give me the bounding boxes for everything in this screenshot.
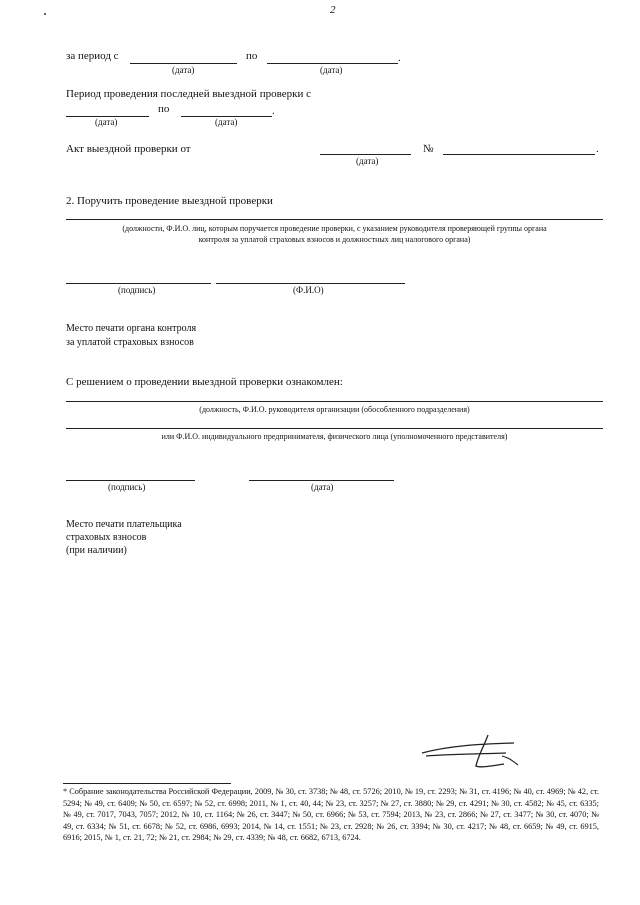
acquainted-date-caption: (дата) bbox=[311, 482, 334, 492]
section2-title: 2. Поручить проведение выездной проверки bbox=[66, 195, 273, 207]
act-date-caption: (дата) bbox=[356, 156, 379, 166]
acquainted-signature-line bbox=[66, 480, 195, 481]
act-end-dot: . bbox=[596, 143, 599, 155]
footnote-separator bbox=[63, 783, 231, 784]
acquainted-caption-line2: или Ф.И.О. индивидуального предпринимателя, физического лица (уполномоченного представителя) bbox=[161, 432, 508, 441]
handwritten-signature bbox=[418, 732, 530, 774]
period-start-line bbox=[130, 63, 237, 64]
section2-stamp-line2: за уплатой страховых взносов bbox=[66, 337, 194, 348]
section2-stamp-line1: Место печати органа контроля bbox=[66, 323, 197, 334]
page-number: 2 bbox=[330, 4, 336, 16]
period-by-label: по bbox=[246, 50, 258, 62]
act-number-sign: № bbox=[423, 143, 434, 155]
act-number-line bbox=[443, 154, 595, 155]
acquainted-date-line bbox=[249, 480, 394, 481]
acquainted-line-2 bbox=[66, 428, 603, 429]
last-inspection-date-caption-1: (дата) bbox=[95, 117, 118, 127]
period-end-dot: . bbox=[398, 52, 401, 64]
acquainted-caption-line1: (должность, Ф.И.О. руководителя организации (обособленного подразделения) bbox=[199, 405, 470, 414]
section2-signature-line bbox=[66, 283, 211, 284]
act-label: Акт выездной проверки от bbox=[66, 143, 191, 155]
footnote-text: * Собрание законодательства Российской Федерации, 2009, № 30, ст. 3738; № 48, ст. 5726; 2010, № 19, ст. 2293; № 31, ст. 4196; № 40, ст. 4969; № 42, ст. 5294; № 49, ст. 6409; № 50, ст. 6597; № 52, ст. 6998; 2011, № 1, ст. 40, 44; № 23, ст. 3257; № 27, ст. 3880; № 29, ст. 4291; № 30, ст. 4582; № 45, ст. 6335; № 49, ст. 7017, 7043, 7057; 2012, № 10, ст. 1164; № 26, ст. 3447; № 50, ст. 6966; № 53, ст. 7594; 2013, № 23, ст. 2866; № 27, ст. 3477; № 30, ст. 4070; № 49, ст. 6334; № 51, ст. 6678; № 52, ст. 6986, 6993; 2014, № 14, ст. 1551; № 23, ст. 2928; № 26, ст. 3394; № 30, ст. 4217; № 48, ст. 6659; № 49, ст. 6915, 6916; 2015, № 1, ст. 21, 72; № 21, ст. 2984; № 29, ст. 4339; № 48, ст. 6682, 6713, 6724. bbox=[63, 787, 599, 842]
scan-speck bbox=[44, 13, 46, 15]
act-date-line bbox=[320, 154, 411, 155]
acquainted-stamp-line1: Место печати плательщика bbox=[66, 519, 182, 530]
section2-caption-line1: (должности, Ф.И.О. лиц, которым поручается проведение проверки, с указанием руководителя проверяющей группы органа bbox=[122, 224, 547, 233]
period-label: за период с bbox=[66, 50, 119, 62]
last-inspection-by-label: по bbox=[158, 103, 170, 115]
last-inspection-label: Период проведения последней выездной проверки с bbox=[66, 88, 311, 100]
acquainted-signature-caption: (подпись) bbox=[108, 482, 146, 492]
section2-caption-line2: контроля за уплатой страховых взносов и должностных лиц налогового органа) bbox=[198, 235, 471, 244]
last-inspection-end-dot: . bbox=[272, 105, 275, 117]
section2-fio-caption: (Ф.И.О) bbox=[293, 285, 324, 295]
acquainted-stamp-line3: (при наличии) bbox=[66, 545, 127, 556]
section2-assignee-line bbox=[66, 219, 603, 220]
section2-signature-caption: (подпись) bbox=[118, 285, 156, 295]
period-date-caption-2: (дата) bbox=[320, 65, 343, 75]
acquainted-line-1 bbox=[66, 401, 603, 402]
last-inspection-date-caption-2: (дата) bbox=[215, 117, 238, 127]
period-date-caption-1: (дата) bbox=[172, 65, 195, 75]
section2-fio-line bbox=[216, 283, 405, 284]
period-end-line bbox=[267, 63, 398, 64]
acquainted-title: С решением о проведении выездной проверки ознакомлен: bbox=[66, 376, 343, 388]
acquainted-stamp-line2: страховых взносов bbox=[66, 532, 147, 543]
